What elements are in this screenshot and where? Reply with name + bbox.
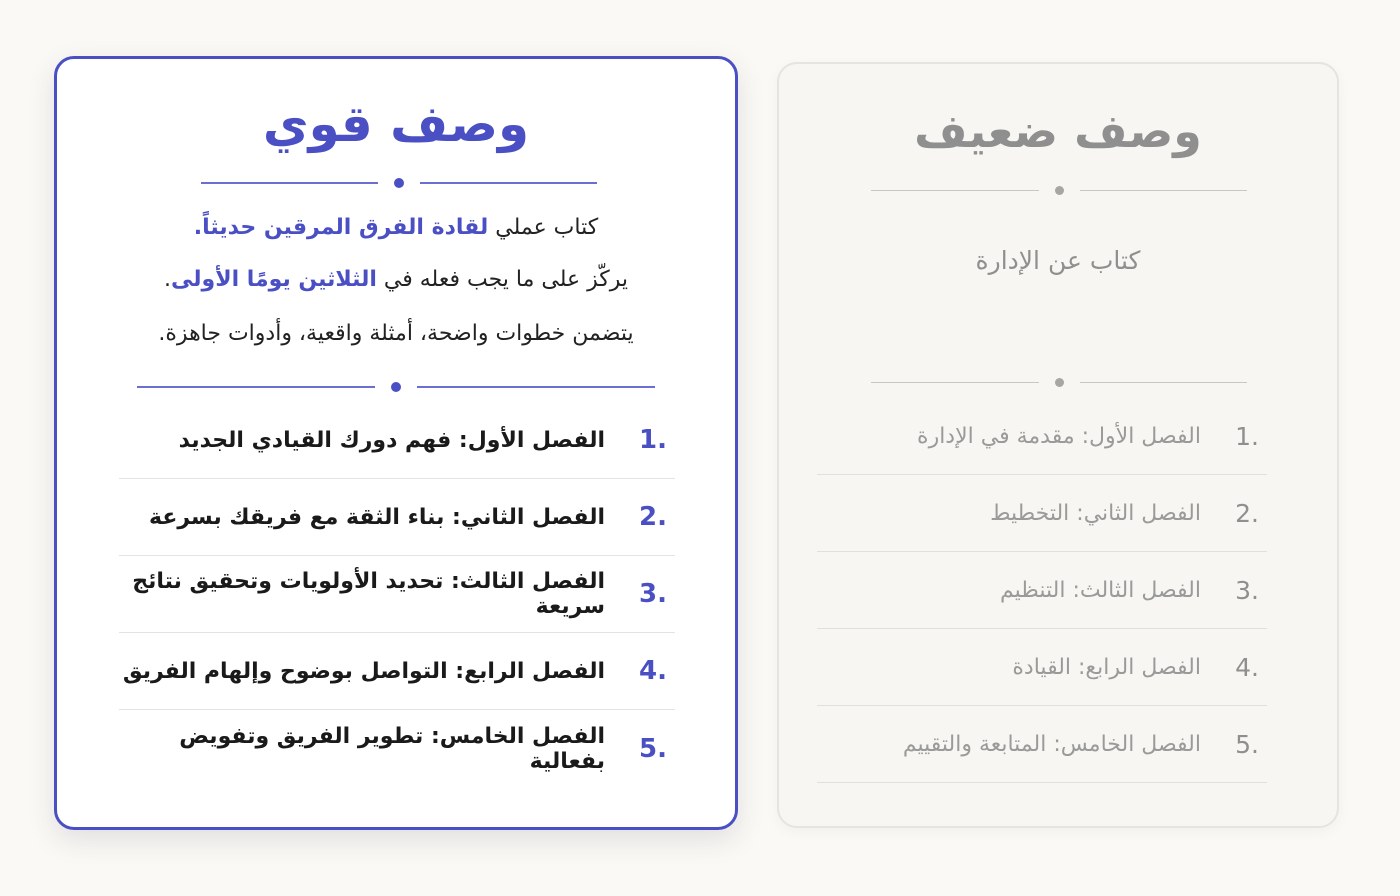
chapter-title: الفصل الرابع: القيادة (1012, 654, 1201, 680)
chapter-title: الفصل الثالث: التنظيم (1000, 577, 1201, 603)
desc-text: يركّز على ما يجب فعله في (376, 267, 628, 292)
chapter-item (817, 398, 1267, 475)
strong-desc-line-2 (57, 267, 735, 292)
chapter-item (119, 402, 675, 479)
desc-highlight: الثلاثين يومًا الأولى (171, 267, 377, 292)
strong-chapter-list (119, 402, 675, 787)
divider-dot (1055, 186, 1064, 195)
divider-line (1080, 190, 1248, 191)
chapter-item (817, 706, 1267, 783)
weak-chapter-list (817, 398, 1267, 783)
chapter-title: الفصل الثاني: بناء الثقة مع فريقك بسرعة (149, 504, 605, 530)
chapter-title: الفصل الثاني: التخطيط (990, 500, 1201, 526)
weak-card-title: وصف ضعيف (914, 104, 1202, 158)
chapter-title: الفصل الثالث: تحديد الأولويات وتحقيق نتائج سريعة (132, 569, 605, 619)
chapter-number: 4. (639, 656, 667, 686)
chapter-item (817, 475, 1267, 552)
strong-description-card (54, 56, 738, 830)
divider-dot (391, 382, 401, 392)
divider-line (137, 386, 375, 388)
desc-text: كتاب عملي (488, 215, 599, 240)
weak-title-divider (871, 184, 1247, 196)
chapter-number: 3. (1235, 575, 1259, 605)
chapter-title: الفصل الخامس: تطوير الفريق وتفويض بفعالية (179, 723, 605, 774)
desc-text: . (164, 267, 172, 292)
chapter-item (119, 710, 675, 787)
chapter-number: 4. (1235, 652, 1259, 682)
divider-line (871, 190, 1039, 191)
divider-line (1080, 382, 1248, 383)
divider-line (871, 382, 1039, 383)
chapter-number: 1. (1235, 421, 1259, 451)
strong-desc-divider (137, 381, 655, 393)
strong-card-title: وصف قوي (262, 95, 530, 153)
chapter-title: الفصل الأول: مقدمة في الإدارة (917, 423, 1201, 449)
chapter-title: الفصل الأول: فهم دورك القيادي الجديد (178, 427, 605, 453)
chapter-title: الفصل الخامس: المتابعة والتقييم (902, 731, 1201, 757)
weak-desc: كتاب عن الإدارة (975, 246, 1141, 275)
weak-description-card (777, 62, 1339, 828)
chapter-item (817, 552, 1267, 629)
desc-highlight: لقادة الفرق المرقين حديثاً. (193, 215, 489, 240)
chapter-item (817, 629, 1267, 706)
strong-title-divider (201, 177, 597, 189)
chapter-number: 5. (1235, 729, 1259, 759)
chapter-title: الفصل الرابع: التواصل بوضوح وإلهام الفريق (122, 658, 605, 684)
divider-dot (1055, 378, 1064, 387)
divider-dot (394, 178, 404, 188)
divider-line (417, 386, 655, 388)
divider-line (201, 182, 378, 184)
divider-line (420, 182, 597, 184)
strong-desc-line-1 (57, 215, 735, 240)
chapter-number: 2. (639, 502, 667, 532)
strong-desc-line-3: يتضمن خطوات واضحة، أمثلة واقعية، وأدوات جاهزة. (158, 321, 634, 346)
chapter-number: 3. (639, 579, 667, 609)
chapter-number: 1. (639, 425, 667, 455)
chapter-number: 2. (1235, 498, 1259, 528)
chapter-item (119, 556, 675, 633)
chapter-number: 5. (639, 733, 667, 764)
weak-desc-divider (871, 376, 1247, 388)
chapter-item (119, 633, 675, 710)
chapter-item (119, 479, 675, 556)
